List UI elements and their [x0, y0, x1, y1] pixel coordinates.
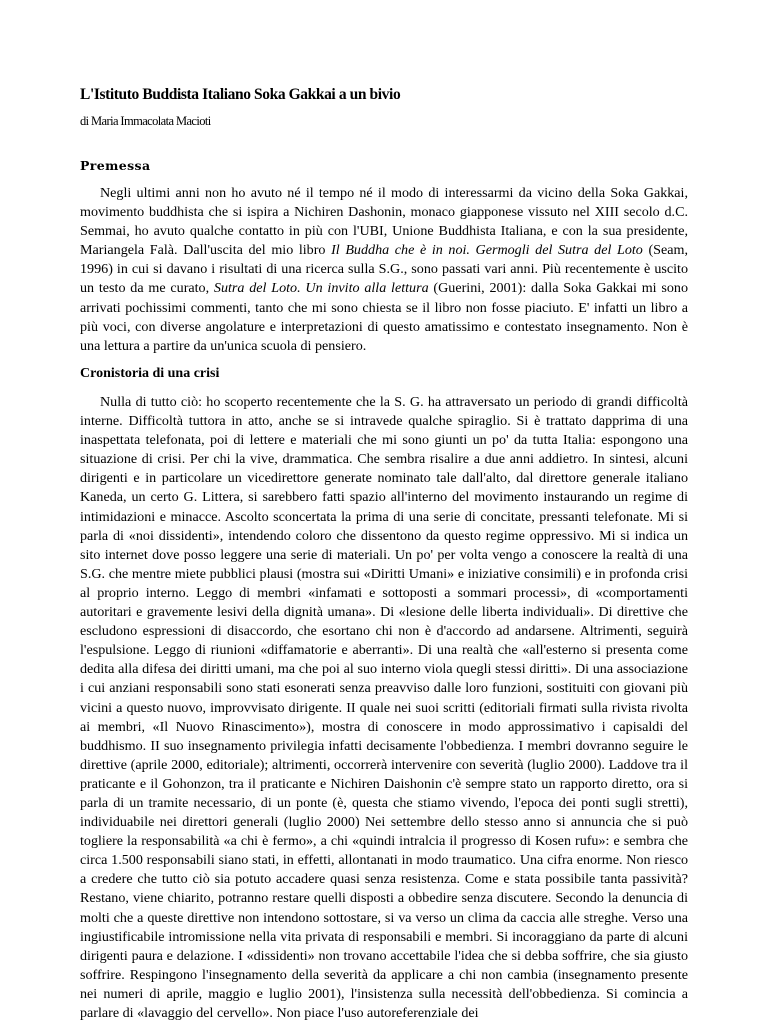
document-title: L'Istituto Buddista Italiano Soka Gakkai a un bivio	[80, 86, 401, 103]
paragraph-text: (Seam, 1996) in cui si davano i risultati di una ricerca sulla S.G., sono passati vari anni. Più recentemente è uscito un testo da me curato,	[80, 242, 689, 297]
section-heading-cronistoria: Cronistoria di una crisi	[80, 366, 220, 381]
paragraph-text: Negli ultimi anni non ho avuto né il tempo né il modo di interessarmi da vicino della Soka Gakkai, movimento buddhista che si ispira a Nichiren Dashonin, monaco giapponese vissuto nel XIII secolo d.C. Semmai, ho avuto qualche contatto in più con l'UBI, Unione Buddhista Italiana, e con la sua presidente, Mariangela Falà. Dall'uscita del mio libro	[80, 185, 688, 259]
book-title-italic: Sutra del Loto. Un invito alla lettura	[213, 280, 429, 297]
paragraph-premessa	[80, 184, 688, 356]
section-heading-premessa: Premessa	[80, 158, 151, 173]
paragraph-text: (Guerini, 2001): dalla Soka Gakkai mi sono arrivati pochissimi commenti, tanto che mi sono chiesta se il libro non fosse piaciuto. E' infatti un libro a più voci, con diverse angolature e interpretazioni di questo amatissimo e contestato insegnamento. Non è una lettura a partire da un'unica scuola di pensiero.	[80, 280, 688, 354]
author-byline: di Maria Immacolata Macioti	[80, 114, 211, 128]
paragraph-cronistoria: Nulla di tutto ciò: ho scoperto recentemente che la S. G. ha attraversato un periodo di grandi difficoltà interne. Difficoltà tuttora in atto, anche se si intravede qualche spiraglio. Si è trattato dapprima di una inaspettata telefonata, poi di lettere e materiali che mi sono giunti un po' da tutta Italia: espongono una situazione di crisi. Per chi la vive, drammatica. Che sembra risalire a due anni addietro. In sintesi, alcuni dirigenti e in particolare un vicedirettore generate nominato tale dall'alto, dal direttore generale italiano Kaneda, un certo G. Littera, si sarebbero fatti spazio all'interno del movimento instaurando un regime di intimidazioni e minacce. Ascolto sconcertata la prima di una serie di concitate, pressanti telefonate. Mi si parla di «noi dissidenti», intendendo coloro che dissentono da questo regime oppressivo. Mi si indica un sito internet dove posso leggere una serie di materiali. Un po' per volta vengo a conoscere la realtà di una S.G. che mentre miete pubblici plausi (mostra sui «Diritti Umani» e iniziative consimili) e in profonda crisi al proprio interno. Leggo di membri «infamati e sottoposti a sommari processi», di «comportamenti autoritari e gravemente lesivi della dignità umana». Di «lesione delle liberta individuali». Di direttive che escludono espressioni di disaccordo, che esortano chi non è d'accordo ad andarsene. Altrimenti, seguirà l'espulsione. Leggo di riunioni «diffamatorie e aberranti». Di una realtà che «all'esterno si presenta come dedita alla difesa dei diritti umani, ma che poi al suo interno viola quegli stessi diritti». Di una associazione i cui anziani responsabili sono stati esonerati senza preavviso dalle loro funzioni, sostituiti con giovani più vicini a questo nuovo, improvvisato dirigente. II quale nei suoi scritti (editoriali firmati sulla rivista rivolta ai membri, «Il Nuovo Rinascimento»), mostra di conoscere in modo approssimativo i capisaldi del buddhismo. II suo insegnamento privilegia infatti decisamente l'obbedienza. I membri dovranno seguire le direttive (aprile 2000, editoriale); altrimenti, occorrerà intervenire con severità (luglio 2000). Laddove tra il praticante e il Gohonzon, tra il praticante e Nichiren Daishonin c'è sempre stato un rapporto diretto, ora si parla di un tramite necessario, di un ponte (è, questa che stiamo vivendo, l'epoca dei ponti sugli stretti), individuabile nei direttori generali (luglio 2000) Nei settembre dello stesso anno si annuncia che si può togliere la responsabilità «a chi è fermo», a chi «quindi intralcia il progresso di Kosen rufu»: e sembra che circa 1.500 responsabili siano stati, in effetti, allontanati in modo traumatico. Una cifra enorme. Non riesco a credere che tutto ciò sia potuto accadere quasi senza resistenza. Come e stata possibile tanta passività? Restano, viene chiarito, potranno restare quelli disposti a obbedire senza discutere. Secondo la denuncia di molti che a queste direttive non intendono sottostare, si va verso un clima da caccia alle streghe. Verso una ingiustificabile intromissione nella vita privata di responsabili e membri. Si incoraggiano da parte di alcuni dirigenti paura e delazione. I «dissidenti» non trovano accettabile l'idea che si debba soffrire, che sia giusto soffrire. Respingono l'insegnamento della severità da applicare a chi non cambia (insegnamento presente nei numeri di aprile, maggio e luglio 2001), l'insistenza sulla necessità dell'obbedienza. Si comincia a parlare di «lavaggio del cervello». Non piace l'uso autoreferenziale dei	[80, 394, 688, 1021]
book-title-italic: Il Buddha che è in noi. Germogli del Sutra del Loto	[331, 242, 643, 259]
